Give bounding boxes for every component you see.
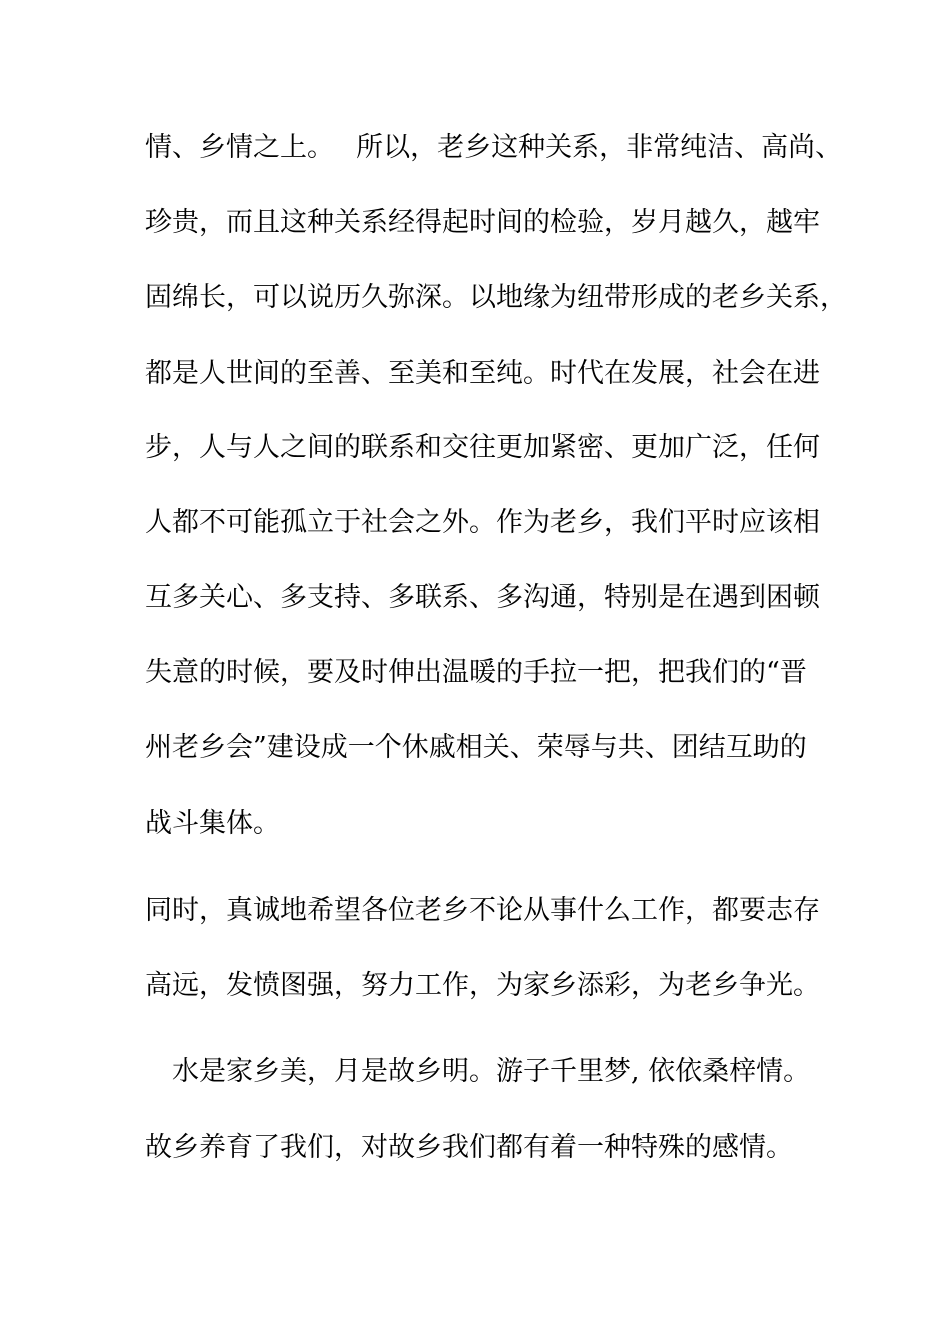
- text-line: 战斗集体。: [145, 808, 280, 839]
- text-line: 同时，真诚地希望各位老乡不论从事什么工作，都要志存: [145, 895, 820, 926]
- text-line: 失意的时候，要及时伸出温暖的手拉一把，把我们的“晋: [145, 657, 807, 688]
- text-line: 固绵长，可以说历久弥深。以地缘为纽带形成的老乡关系，: [145, 282, 847, 313]
- text-line: 都是人世间的至善、至美和至纯。时代在发展，社会在进: [145, 358, 820, 389]
- text-line: 珍贵，而且这种关系经得起时间的检验，岁月越久，越牢: [145, 207, 820, 238]
- text-line: 州老乡会”建设成一个休戚相关、荣辱与共、团结互助的: [145, 732, 807, 763]
- text-line: 互多关心、多支持、多联系、多沟通，特别是在遇到困顿: [145, 582, 820, 613]
- text-line: 水是家乡美，月是故乡明。游子千里梦, 依依桑梓情。: [145, 1056, 811, 1087]
- text-line: 情、乡情之上。 所以，老乡这种关系，非常纯洁、高尚、: [145, 132, 843, 163]
- text-line: 步，人与人之间的联系和交往更加紧密、更加广泛，任何: [145, 432, 820, 463]
- text-line: 人都不可能孤立于社会之外。作为老乡，我们平时应该相: [145, 507, 820, 538]
- text-line: 高远，发愤图强，努力工作，为家乡添彩，为老乡争光。: [145, 970, 820, 1001]
- text-line: 故乡养育了我们，对故乡我们都有着一种特殊的感情。: [145, 1132, 793, 1163]
